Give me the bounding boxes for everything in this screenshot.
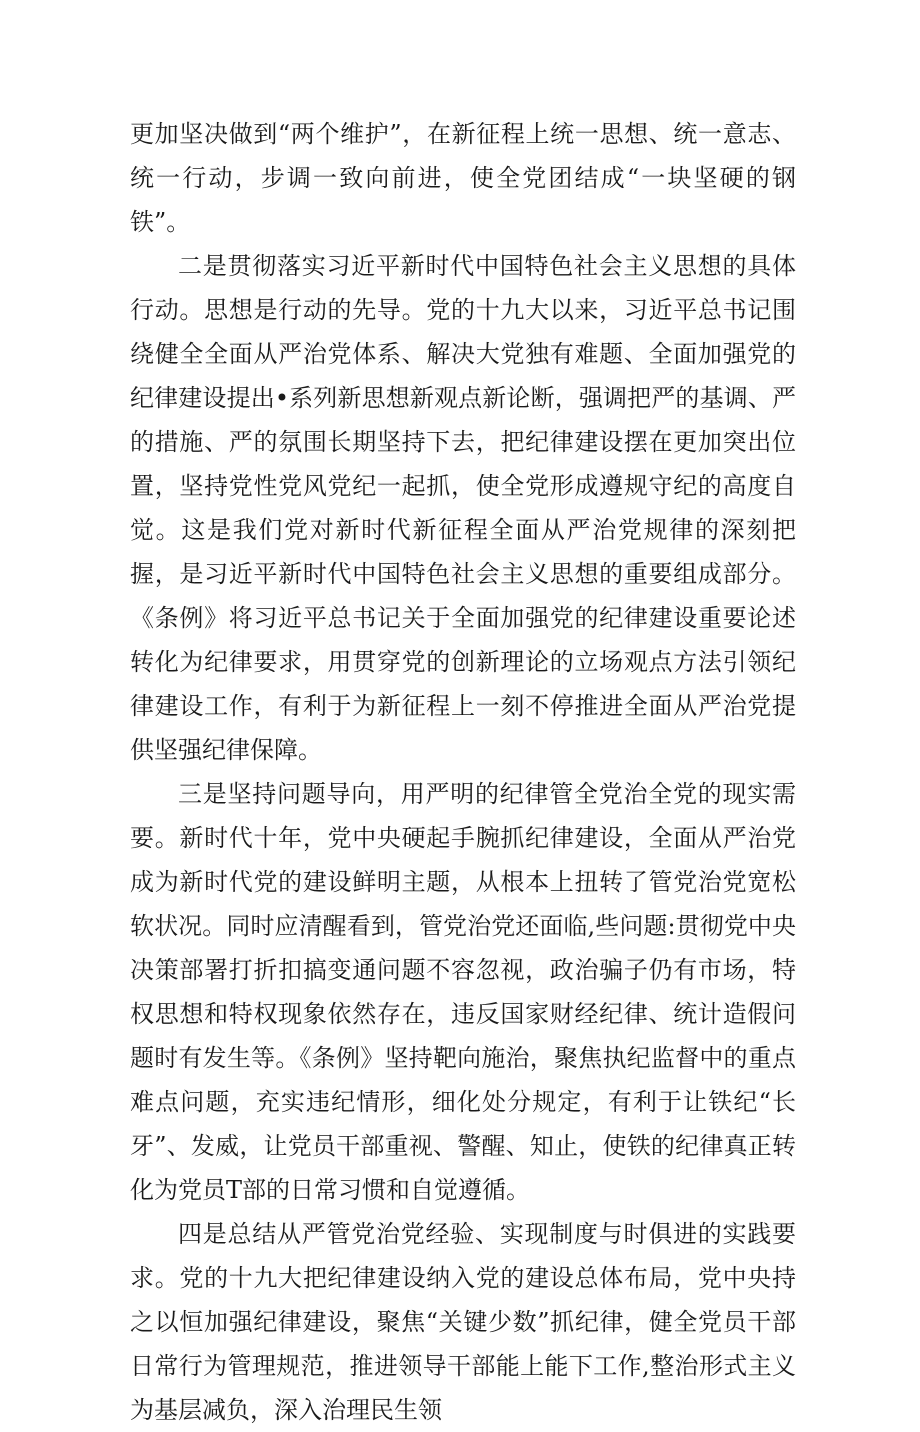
document-page: [130, 112, 796, 1432]
paragraph-point-four: 四是总结从严管党治党经验、实现制度与时俱进的实践要求。党的十九大把纪律建设纳入党的建设总体布局，党中央持之以恒加强纪律建设，聚焦“关键少数”抓纪律，健全党员干部日常行为管理规范，推进领导干部能上能下工作,整治形式主义为基层减负，深入治理民生领: [130, 1220, 796, 1424]
paragraph-point-three: 三是坚持问题导向，用严明的纪律管全党治全党的现实需要。新时代十年，党中央硬起手腕抓纪律建设，全面从严治党成为新时代党的建设鲜明主题，从根本上扭转了管党治党宽松软状况。同时应清醒看到，管党治党还面临,些问题:贯彻党中央决策部署打折扣搞变通问题不容忽视，政治骗子仍有市场，特权思想和特权现象依然存在，违反国家财经纪律、统计造假问题时有发生等。《条例》坚持靶向施治，聚焦执纪监督中的重点难点问题，充实违纪情形，细化处分规定，有利于让铁纪“长牙”、发威，让党员干部重视、警醒、知止，使铁的纪律真正转化为党员T部的日常习惯和自觉遵循。: [130, 780, 796, 1204]
paragraph-continued: 更加坚决做到“两个维护”，在新征程上统一思想、统一意志、统一行动，步调一致向前进，使全党团结成“一块坚硬的钢铁”。: [130, 120, 796, 236]
paragraph-point-two: 二是贯彻落实习近平新时代中国特色社会主义思想的具体行动。思想是行动的先导。党的十九大以来，习近平总书记围绕健全全面从严治党体系、解决大党独有难题、全面加强党的纪律建设提出•系列新思想新观点新论断，强调把严的基调、严的措施、严的氛围长期坚持下去，把纪律建设摆在更加突出位置，坚持党性党风党纪一起抓，使全党形成遵规守纪的高度自觉。这是我们党对新时代新征程全面从严治党规律的深刻把握，是习近平新时代中国特色社会主义思想的重要组成部分。《条例》将习近平总书记关于全面加强党的纪律建设重要论述转化为纪律要求，用贯穿党的创新理论的立场观点方法引领纪律建设工作，有利于为新征程上一刻不停推进全面从严治党提供坚强纪律保障。: [130, 252, 796, 764]
